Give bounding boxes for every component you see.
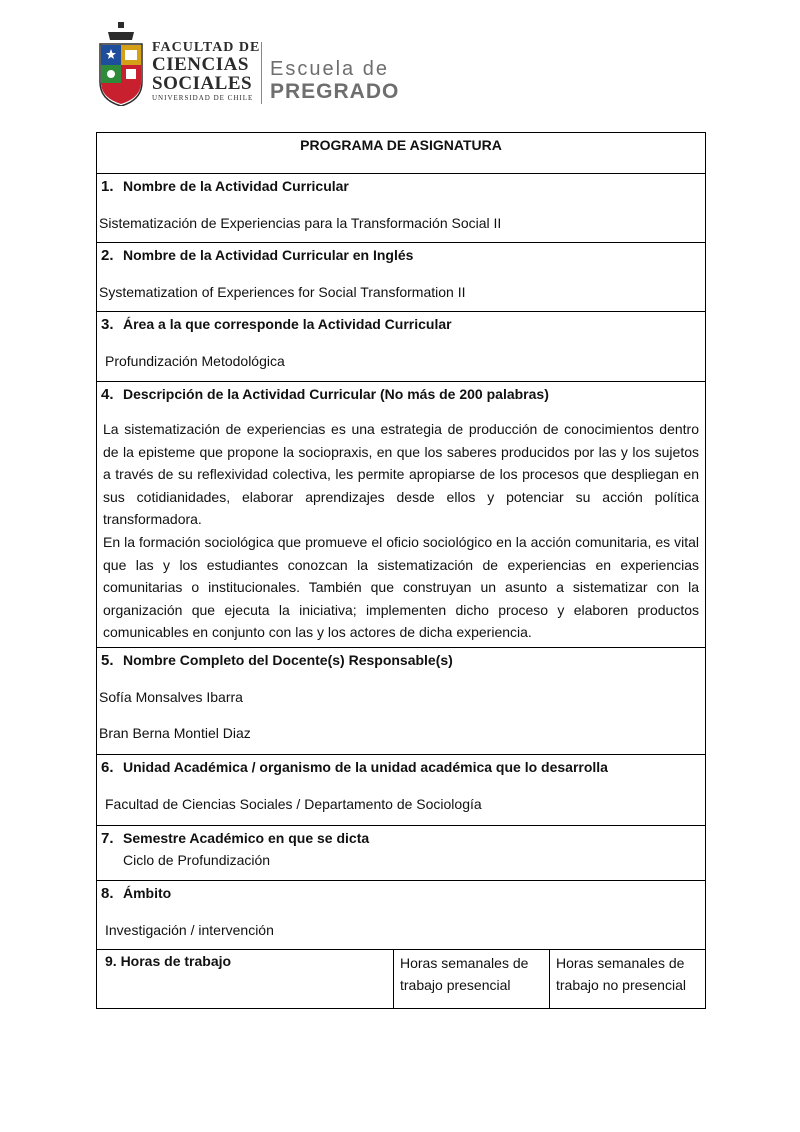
faculty-name-line2: CIENCIAS — [152, 54, 249, 75]
section-number: 4. — [101, 386, 114, 403]
teacher-name-1: Sofía Monsalves Ibarra — [99, 689, 243, 705]
section-5 — [97, 648, 706, 755]
logo-divider — [261, 42, 262, 104]
section-number: 3. — [101, 316, 114, 333]
section-6 — [97, 755, 706, 826]
university-shield-icon — [96, 22, 146, 106]
hours-label: 9. Horas de trabajo — [97, 950, 394, 1009]
section-number: 1. — [101, 178, 114, 195]
section-4 — [97, 382, 706, 648]
section-number: 7. — [101, 830, 114, 847]
curricular-area: Profundización Metodológica — [105, 353, 285, 369]
faculty-name-line1: FACULTAD DE — [152, 40, 261, 55]
hours-presential: Horas semanales de trabajo presencial — [394, 950, 550, 1009]
section-heading: Semestre Académico en que se dicta — [123, 830, 370, 846]
section-heading: Nombre de la Actividad Curricular en Inglés — [123, 247, 414, 263]
faculty-name-line3: SOCIALES — [152, 73, 253, 94]
teacher-name-2: Bran Berna Montiel Diaz — [99, 725, 251, 741]
section-heading: Área a la que corresponde la Actividad Curricular — [123, 316, 452, 332]
description-paragraph-1: La sistematización de experiencias es una estrategia de producción de conocimientos dentro de la episteme que propone la sociopraxis, en que los saberes producidos por las y los sujetos a través de su reflexividad colectiva, les permite apropiarse de los procesos que despliegan en sus cotidianidades, elaborar aprendizajes desde ellos y potenciar su acción política transformadora. — [103, 421, 700, 528]
section-heading: Nombre de la Actividad Curricular — [123, 178, 349, 194]
section-7 — [97, 826, 706, 881]
university-name: UNIVERSIDAD DE CHILE — [152, 94, 254, 102]
section-heading: Unidad Académica / organismo de la unidad académica que lo desarrolla — [123, 759, 608, 775]
academic-unit: Facultad de Ciencias Sociales / Departamento de Sociología — [105, 796, 482, 812]
description-paragraph-2: En la formación sociológica que promueve el oficio sociológico en la acción comunitaria, es vital que las y los estudiantes conozcan la sistematización de experiencias en experiencias comunitarias o institucionales. También que construyan un asunto a sistematizar con la organización que ejecuta la iniciativa; implementen dicho proceso y elaboren productos comunicables en conjunto con las y los actores de dicha experiencia. — [103, 533, 700, 641]
section-8 — [97, 881, 706, 950]
section-2 — [97, 243, 706, 312]
scope: Investigación / intervención — [105, 922, 274, 938]
section-heading: Nombre Completo del Docente(s) Responsable(s) — [123, 652, 453, 668]
school-name-line2: PREGRADO — [270, 80, 400, 103]
hours-non-presential: Horas semanales de trabajo no presencial — [550, 950, 706, 1009]
activity-name-english: Systematization of Experiences for Social Transformation II — [99, 284, 466, 300]
section-heading: Descripción de la Actividad Curricular (No más de 200 palabras) — [123, 386, 549, 402]
faculty-logo — [96, 22, 416, 110]
activity-name: Sistematización de Experiencias para la Transformación Social II — [99, 215, 502, 231]
section-heading: Ámbito — [123, 885, 172, 901]
section-number: 2. — [101, 247, 114, 264]
school-name-line1: Escuela de — [270, 58, 389, 80]
section-number: 5. — [101, 652, 114, 669]
section-3 — [97, 312, 706, 382]
academic-semester: Ciclo de Profundización — [123, 852, 271, 868]
program-table — [96, 132, 706, 1009]
section-1 — [97, 174, 706, 243]
section-number: 8. — [101, 885, 114, 902]
section-number: 6. — [101, 759, 114, 776]
program-title: PROGRAMA DE ASIGNATURA — [97, 133, 706, 174]
